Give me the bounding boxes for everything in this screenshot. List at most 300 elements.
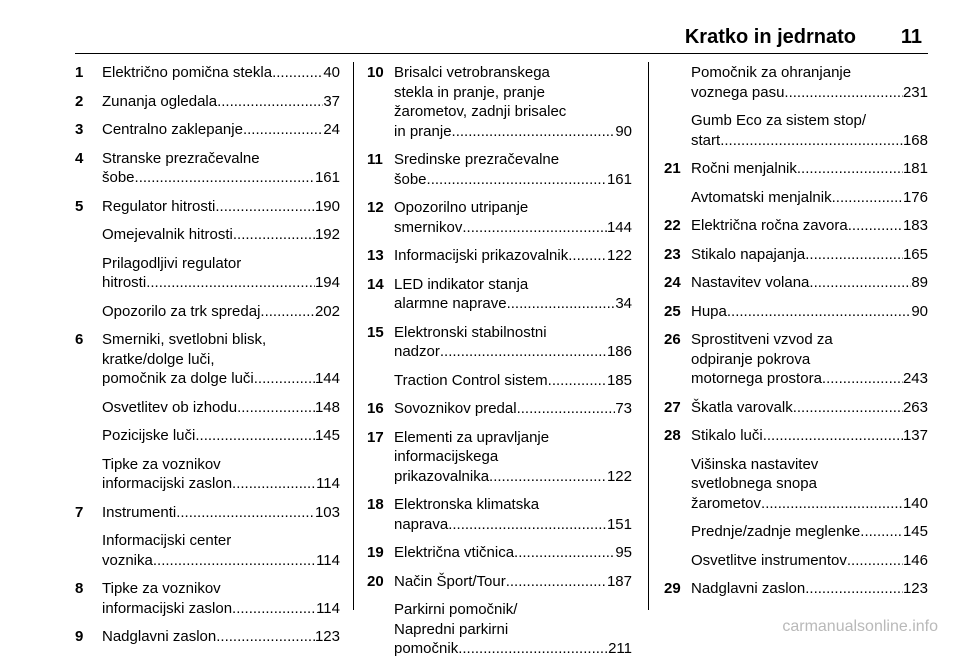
entry-text: voznega pasu: [691, 83, 785, 101]
entry-number: [367, 371, 394, 391]
dot-leader: [548, 371, 607, 391]
index-entry: [367, 150, 632, 189]
entry-page-link[interactable]: 243: [902, 370, 928, 387]
entry-line: [394, 246, 632, 266]
entry-line: [691, 398, 928, 418]
entry-page-link[interactable]: 211: [608, 640, 632, 657]
index-entry: [75, 426, 340, 446]
entry-line: [394, 275, 632, 295]
entry-text: informacijski zaslon: [102, 475, 233, 492]
entry-number: 17: [367, 428, 384, 446]
entry-page-link[interactable]: 90: [911, 302, 928, 320]
index-entry: [664, 245, 928, 265]
column-divider: [648, 62, 649, 610]
entry-number: 1: [75, 64, 84, 81]
dot-leader: [440, 342, 607, 362]
entry-body: [691, 273, 928, 293]
entry-page-link[interactable]: 176: [902, 188, 928, 206]
entry-text: pomočnik za dolge luči: [102, 370, 254, 387]
entry-body: [102, 398, 340, 418]
dot-leader: [797, 159, 903, 179]
entry-body: [691, 159, 928, 179]
dot-leader: [452, 122, 616, 142]
entry-text: Višinska nastavitev: [691, 455, 819, 473]
entry-body: [691, 245, 928, 265]
entry-text: Sredinske prezračevalne: [394, 151, 560, 168]
entry-number: 15: [367, 323, 384, 341]
index-entry: [664, 426, 928, 446]
entry-text: alarmne naprave: [394, 295, 507, 312]
entry-number: 2: [75, 92, 84, 110]
entry-body: [102, 225, 340, 245]
entry-body: [691, 111, 928, 150]
entry-line: [102, 426, 340, 446]
dot-leader: [832, 188, 903, 208]
entry-number: 3: [75, 121, 84, 138]
entry-number: [664, 455, 691, 514]
dot-leader: [448, 515, 607, 535]
entry-text: Tipke za voznikov: [102, 580, 221, 597]
entry-body: [394, 572, 632, 592]
entry-line: [394, 294, 632, 314]
index-entry: [367, 275, 632, 314]
index-entry: [367, 323, 632, 362]
dot-leader: [793, 398, 903, 418]
entry-text: šobe: [394, 170, 427, 188]
entry-text: Instrumenti: [102, 503, 177, 521]
entry-line: [691, 273, 928, 293]
entry-text: prikazovalnika: [394, 467, 490, 485]
entry-text: Prilagodljivi regulator: [102, 254, 242, 272]
entry-text: Električno pomična stekla: [102, 64, 273, 81]
entry-page-link[interactable]: 95: [615, 544, 632, 561]
dot-leader: [176, 503, 315, 523]
entry-line: [394, 218, 632, 238]
entry-body: [691, 398, 928, 418]
entry-text: Stikalo luči: [691, 427, 763, 444]
entry-line: [102, 149, 340, 169]
index-entry: [75, 398, 340, 418]
entry-number: 11: [367, 151, 383, 168]
entry-text: Centralno zaklepanje: [102, 121, 243, 138]
entry-body: [102, 197, 340, 217]
entry-line: [394, 572, 632, 592]
entry-body: [394, 246, 632, 266]
entry-text: svetlobnega snopa: [691, 475, 817, 492]
entry-page-link[interactable]: 145: [314, 427, 340, 444]
entry-text: žarometov: [691, 494, 762, 512]
entry-text: nadzor: [394, 343, 440, 360]
entry-line: [691, 302, 928, 322]
entry-page-link[interactable]: 183: [902, 217, 928, 234]
index-entry: [367, 399, 632, 419]
entry-text: Opozorilno utripanje: [394, 199, 529, 216]
entry-line: [691, 131, 928, 151]
entry-body: [102, 627, 340, 647]
index-entry: [664, 551, 928, 571]
entry-line: [691, 426, 928, 446]
entry-text: Omejevalnik hitrosti: [102, 226, 233, 243]
dot-leader: [215, 197, 315, 217]
dot-leader: [153, 551, 316, 571]
entry-text: Smerniki, svetlobni blisk,: [102, 331, 267, 348]
entry-line: [394, 467, 632, 487]
entry-line: [394, 428, 632, 448]
index-entry: [664, 216, 928, 236]
entry-number: [75, 531, 102, 570]
entry-number: 22: [664, 217, 681, 234]
entry-text: stekla in pranje, pranje: [394, 83, 545, 101]
entry-body: [691, 63, 928, 102]
entry-line: [691, 83, 928, 103]
entry-page-link[interactable]: 202: [314, 302, 340, 320]
entry-text: Elementi za upravljanje: [394, 428, 550, 446]
entry-page-link[interactable]: 34: [615, 295, 632, 312]
entry-page-link[interactable]: 114: [316, 599, 340, 617]
index-entry: [75, 149, 340, 188]
entry-number: 9: [75, 628, 84, 645]
entry-text: Električna vtičnica: [394, 544, 515, 561]
entry-number: 20: [367, 572, 384, 590]
entry-text: Traction Control sistem: [394, 371, 548, 389]
dot-leader: [822, 369, 903, 389]
entry-number: [664, 522, 691, 542]
entry-body: [394, 150, 632, 189]
entry-number: 27: [664, 398, 681, 416]
entry-body: [102, 120, 340, 140]
entry-body: [691, 522, 928, 542]
index-entry: [664, 159, 928, 179]
entry-body: [394, 543, 632, 563]
entry-page-link[interactable]: 190: [314, 197, 340, 215]
entry-line: [394, 399, 632, 419]
entry-line: [102, 531, 340, 551]
dot-leader: [233, 225, 315, 245]
index-entry: [367, 246, 632, 266]
entry-page-link[interactable]: 185: [606, 371, 632, 389]
entry-body: [691, 188, 928, 208]
dot-leader: [763, 426, 903, 446]
entry-number: [367, 600, 394, 659]
index-entry: [664, 579, 928, 599]
entry-page-link[interactable]: 194: [314, 274, 340, 291]
entry-number: [75, 398, 102, 418]
dot-leader: [720, 131, 903, 151]
entry-page-link[interactable]: 263: [902, 398, 928, 416]
entry-text: Način Šport/Tour: [394, 572, 506, 590]
entry-number: [75, 455, 102, 494]
entry-text: Škatla varovalk: [691, 398, 793, 416]
index-entry: [75, 197, 340, 217]
entry-line: [691, 245, 928, 265]
entry-body: [102, 579, 340, 618]
index-entry: [367, 543, 632, 563]
dot-leader: [217, 92, 323, 112]
entry-body: [394, 495, 632, 534]
entry-line: [394, 495, 632, 515]
entry-line: [691, 455, 928, 475]
index-entry: [75, 63, 340, 83]
dot-leader: [860, 522, 903, 542]
entry-line: [102, 197, 340, 217]
entry-line: [102, 398, 340, 418]
entry-text: Informacijski center: [102, 532, 232, 549]
entry-line: [691, 330, 928, 350]
dot-leader: [805, 579, 903, 599]
entry-text: informacijskega: [394, 448, 499, 465]
entry-body: [102, 503, 340, 523]
entry-page-link[interactable]: 122: [606, 467, 632, 485]
entry-line: [394, 447, 632, 467]
dot-leader: [489, 467, 607, 487]
index-entry: [75, 579, 340, 618]
entry-line: [691, 551, 928, 571]
entry-number: [75, 302, 102, 322]
entry-text: motornega prostora: [691, 370, 822, 387]
entry-number: 5: [75, 197, 84, 215]
index-column-3: [664, 63, 928, 608]
dot-leader: [784, 83, 903, 103]
entry-body: [691, 455, 928, 514]
entry-text: Električna ročna zavora: [691, 217, 848, 234]
entry-page-link[interactable]: 37: [323, 92, 340, 110]
index-entry: [367, 371, 632, 391]
entry-text: LED indikator stanja: [394, 275, 529, 293]
dot-leader: [848, 216, 903, 236]
entry-text: Elektronska klimatska: [394, 496, 540, 513]
entry-page-link[interactable]: 144: [314, 370, 340, 387]
index-entry: [664, 111, 928, 150]
dot-leader: [146, 273, 315, 293]
entry-text: informacijski zaslon: [102, 599, 233, 617]
index-entry: [664, 188, 928, 208]
entry-text: Nadglavni zaslon: [691, 580, 806, 597]
entry-page-link[interactable]: 114: [316, 475, 340, 492]
dot-leader: [135, 168, 315, 188]
entry-line: [102, 599, 340, 619]
entry-number: 8: [75, 580, 84, 597]
entry-line: [102, 551, 340, 571]
dot-leader: [427, 170, 607, 190]
index-entry: [75, 531, 340, 570]
index-entry: [664, 63, 928, 102]
entry-page-link[interactable]: 231: [902, 83, 928, 101]
entry-page-link[interactable]: 187: [606, 572, 632, 590]
entry-text: in pranje: [394, 122, 452, 140]
dot-leader: [847, 551, 903, 571]
entry-line: [102, 92, 340, 112]
entry-number: 4: [75, 149, 84, 167]
dot-leader: [517, 399, 616, 419]
entry-number: [75, 225, 102, 245]
entry-text: odpiranje pokrova: [691, 350, 811, 368]
index-entry: [75, 302, 340, 322]
entry-number: 26: [664, 331, 681, 348]
entry-line: [691, 159, 928, 179]
dot-leader: [237, 398, 315, 418]
index-entry: [75, 330, 340, 389]
entry-line: [102, 579, 340, 599]
entry-line: [102, 330, 340, 350]
entry-text: žarometov, zadnji brisalec: [394, 103, 567, 120]
entry-page-link[interactable]: 89: [911, 274, 928, 291]
entry-line: [394, 150, 632, 170]
dot-leader: [272, 63, 323, 83]
entry-body: [394, 63, 632, 141]
entry-page-link[interactable]: 114: [316, 551, 340, 569]
entry-line: [394, 515, 632, 535]
entry-number: 24: [664, 274, 681, 291]
entry-page-link[interactable]: 168: [902, 131, 928, 149]
entry-number: [75, 426, 102, 446]
entry-page-link[interactable]: 90: [615, 122, 632, 140]
entry-number: 14: [367, 275, 384, 293]
entry-line: [102, 225, 340, 245]
entry-text: Brisalci vetrobranskega: [394, 64, 550, 81]
watermark: carmanualsonline.info: [782, 618, 938, 635]
entry-text: Pozicijske luči: [102, 427, 196, 444]
dot-leader: [260, 302, 315, 322]
entry-text: Ročni menjalnik: [691, 160, 797, 177]
entry-body: [102, 426, 340, 446]
entry-number: [75, 254, 102, 293]
entry-number: 7: [75, 503, 84, 521]
entry-text: Nadglavni zaslon: [102, 628, 217, 645]
entry-page-link[interactable]: 122: [606, 247, 632, 264]
dot-leader: [506, 572, 607, 592]
entry-line: [691, 494, 928, 514]
entry-page-link[interactable]: 145: [902, 523, 928, 540]
dot-leader: [254, 369, 315, 389]
entry-page-link[interactable]: 192: [314, 226, 340, 243]
entry-line: [102, 474, 340, 494]
entry-page-link[interactable]: 181: [902, 160, 928, 177]
entry-body: [102, 63, 340, 83]
entry-body: [102, 302, 340, 322]
entry-page-link[interactable]: 140: [902, 494, 928, 512]
entry-line: [394, 543, 632, 563]
entry-text: Stikalo napajanja: [691, 245, 806, 263]
entry-number: [664, 551, 691, 571]
entry-text: Stranske prezračevalne: [102, 149, 260, 167]
entry-page-link[interactable]: 161: [606, 170, 632, 188]
entry-text: Hupa: [691, 302, 727, 320]
entry-text: Tipke za voznikov: [102, 455, 221, 473]
entry-page-link[interactable]: 24: [323, 121, 340, 138]
index-entry: [75, 92, 340, 112]
entry-body: [691, 302, 928, 322]
entry-body: [394, 198, 632, 237]
entry-text: Prednje/zadnje meglenke: [691, 523, 861, 540]
entry-page-link[interactable]: 146: [902, 551, 928, 569]
entry-body: [102, 330, 340, 389]
entry-number: 18: [367, 496, 384, 513]
page-header: [75, 26, 928, 54]
index-entry: [664, 398, 928, 418]
entry-line: [102, 455, 340, 475]
entry-line: [394, 170, 632, 190]
entry-page-link[interactable]: 73: [615, 400, 632, 417]
dot-leader: [727, 302, 911, 322]
entry-text: hitrosti: [102, 274, 147, 291]
entry-number: [664, 111, 691, 150]
index-entry: [75, 120, 340, 140]
entry-page-link[interactable]: 40: [323, 64, 340, 81]
entry-body: [691, 330, 928, 389]
entry-page-link[interactable]: 165: [902, 245, 928, 263]
entry-number: [664, 188, 691, 208]
entry-number: [664, 63, 691, 102]
entry-body: [691, 426, 928, 446]
entry-line: [394, 198, 632, 218]
entry-line: [691, 522, 928, 542]
entry-number: 28: [664, 427, 681, 444]
entry-page-link[interactable]: 123: [902, 580, 928, 597]
entry-line: [691, 369, 928, 389]
entry-page-link[interactable]: 148: [314, 398, 340, 416]
index-entry: [367, 495, 632, 534]
entry-number: 25: [664, 302, 681, 320]
entry-page-link[interactable]: 161: [314, 169, 340, 186]
entry-page-link[interactable]: 186: [606, 343, 632, 360]
index-entry: [367, 600, 632, 659]
entry-line: [691, 350, 928, 370]
entry-page-link[interactable]: 103: [314, 503, 340, 521]
entry-number: 13: [367, 247, 384, 264]
entry-text: kratke/dolge luči,: [102, 350, 215, 368]
entry-text: Gumb Eco za sistem stop/: [691, 112, 867, 129]
entry-text: Sovoznikov predal: [394, 400, 517, 417]
dot-leader: [243, 120, 323, 140]
entry-line: [102, 120, 340, 140]
entry-text: Parkirni pomočnik/: [394, 601, 518, 618]
dot-leader: [216, 627, 315, 647]
entry-line: [691, 474, 928, 494]
entry-line: [102, 627, 340, 647]
index-entry: [664, 522, 928, 542]
entry-text: voznika: [102, 551, 153, 569]
entry-body: [394, 371, 632, 391]
entry-text: Osvetlitve instrumentov: [691, 551, 847, 569]
entry-number: 12: [367, 199, 384, 216]
entry-body: [394, 323, 632, 362]
entry-line: [394, 620, 632, 640]
entry-line: [102, 369, 340, 389]
entry-page-link[interactable]: 151: [606, 515, 632, 533]
entry-line: [394, 371, 632, 391]
entry-line: [102, 503, 340, 523]
index-entry: [664, 455, 928, 514]
header-rule: [75, 53, 928, 54]
entry-page-link[interactable]: 137: [902, 427, 928, 444]
entry-line: [394, 63, 632, 83]
entry-line: [102, 168, 340, 188]
entry-body: [102, 149, 340, 188]
entry-text: šobe: [102, 169, 135, 186]
dot-leader: [514, 543, 615, 563]
entry-line: [394, 83, 632, 103]
entry-body: [102, 92, 340, 112]
entry-line: [102, 302, 340, 322]
entry-text: smernikov: [394, 218, 463, 236]
dot-leader: [568, 246, 607, 266]
entry-line: [394, 342, 632, 362]
entry-page-link[interactable]: 144: [606, 218, 632, 236]
entry-page-link[interactable]: 123: [314, 628, 340, 645]
dot-leader: [809, 273, 911, 293]
page-title: Kratko in jedrnato: [684, 26, 856, 48]
index-entry: [664, 330, 928, 389]
